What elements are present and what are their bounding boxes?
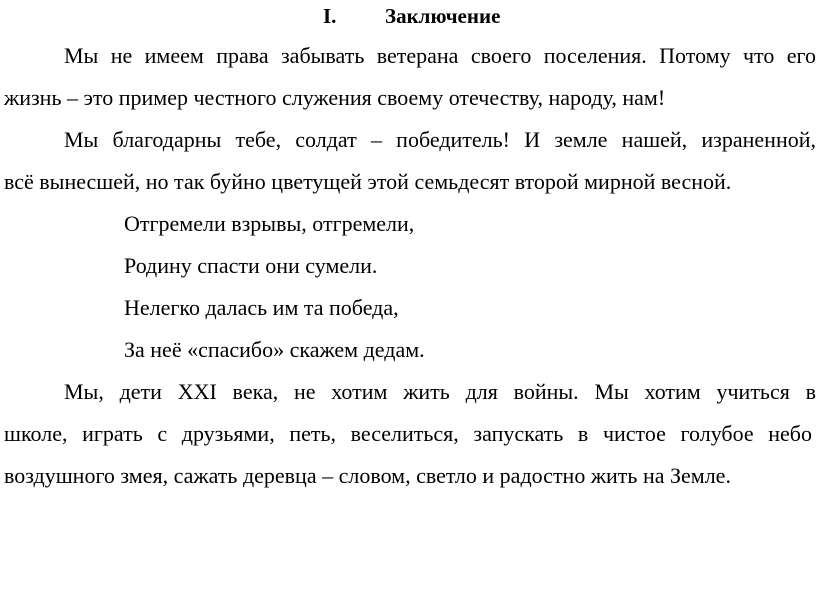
- paragraph-3-line-2: школе, играть с друзьями, петь, веселиться, запускать в чистое голубое небо: [4, 421, 812, 446]
- poem-line-1: Отгремели взрывы, отгремели,: [124, 211, 415, 236]
- section-title: Заключение: [385, 4, 501, 28]
- poem-line-2: Родину спасти они сумели.: [124, 253, 378, 278]
- paragraph-1-line-1: Мы не имеем права забывать ветерана своего поселения. Потому что его: [64, 43, 816, 68]
- paragraph-2-line-2: всё вынесшей, но так буйно цветущей этой семьдесят второй мирной весной.: [4, 169, 732, 194]
- paragraph-2-line-1: Мы благодарны тебе, солдат – победитель! И земле нашей, израненной,: [64, 127, 816, 152]
- section-heading: [0, 4, 816, 30]
- paragraph-3-line-3: воздушного змея, сажать деревца – словом, светло и радостно жить на Земле.: [4, 463, 731, 488]
- section-number: I.: [323, 4, 337, 28]
- poem-line-3: Нелегко далась им та победа,: [124, 295, 399, 320]
- paragraph-1-line-2: жизнь – это пример честного служения своему отечеству, народу, нам!: [4, 85, 666, 110]
- paragraph-3-line-1: Мы, дети XXI века, не хотим жить для войны. Мы хотим учиться в: [64, 379, 816, 404]
- poem-line-4: За неё «спасибо» скажем дедам.: [124, 337, 425, 362]
